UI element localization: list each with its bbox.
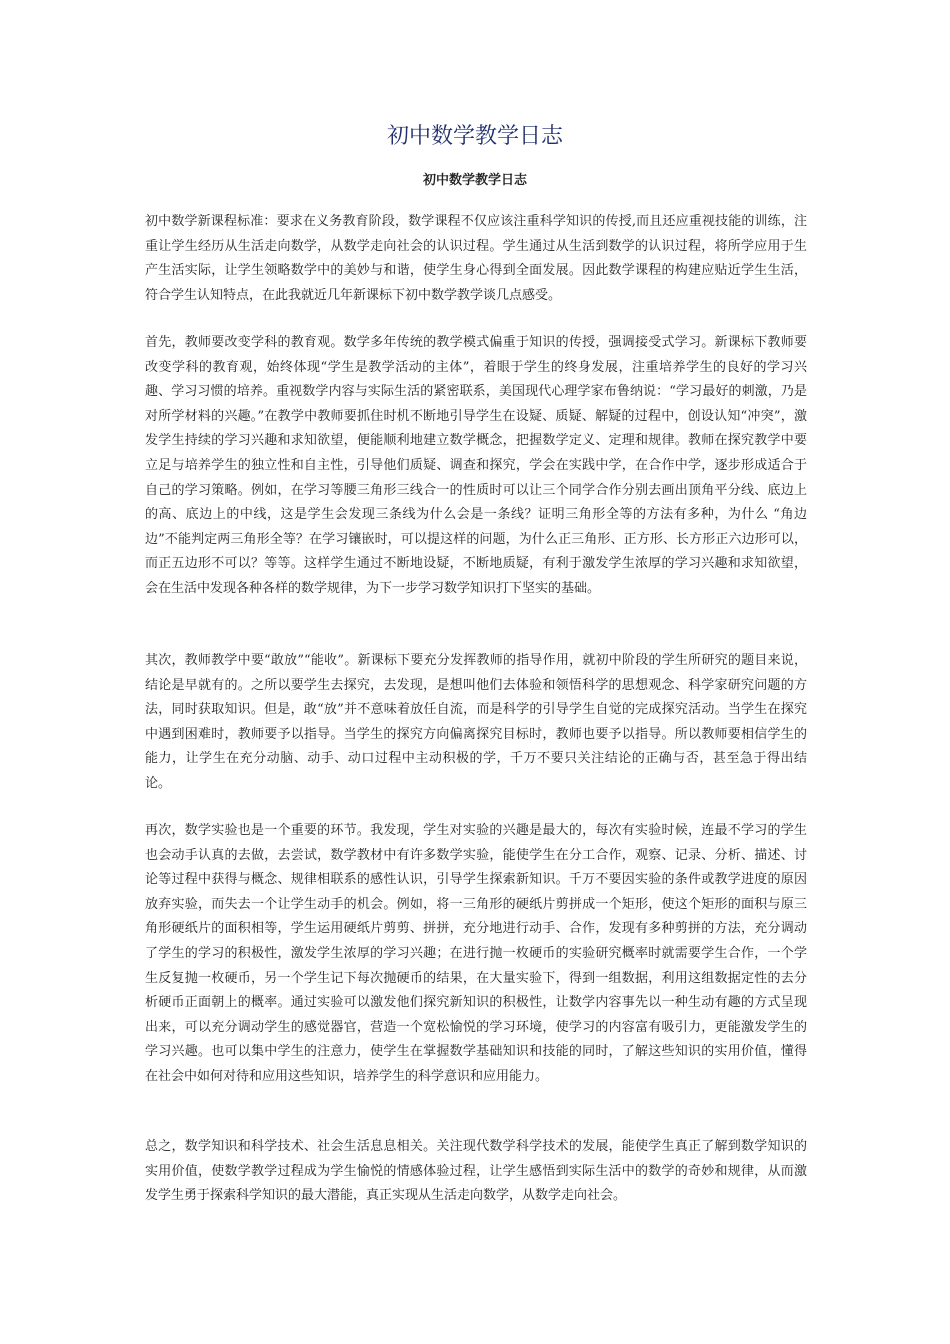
- document-subtitle: 初中数学教学日志: [422, 173, 527, 188]
- paragraph-second: 其次，教师教学中要“敢放”“能收”。新课标下要充分发挥教师的指导作用，就初中阶段的学生所研究的题目来说，结论是早就有的。之所以要学生去探究，去发现，是想叫他们去体验和领悟科学的思想观念、科学家研究问题的方法，同时获取知识。但是，敢“放”并不意味着放任自流，而是科学的引导学生自觉的完成探究活动。当学生在探究中遇到困难时，教师要予以指导。当学生的探究方向偏离探究目标时，教师也要予以指导。所以教师要相信学生的能力，让学生在充分动脑、动手、动口过程中主动积极的学，千万不要只关注结论的正确与否，甚至急于得出结论。: [145, 653, 807, 791]
- paragraph-intro: 初中数学新课程标准：要求在义务教育阶段，数学课程不仅应该注重科学知识的传授,而且还应重视技能的训练，注重让学生经历从生活走向数学，从数学走向社会的认识过程。学生通过从生活到数学的认识过程，将所学应用于生产生活实际，让学生领略数学中的美妙与和谐，使学生身心得到全面发展。因此数学课程的构建应贴近学生生活，符合学生认知特点，在此我就近几年新课标下初中数学教学谈几点感受。: [145, 214, 807, 303]
- paragraph-first: 首先，教师要改变学科的教育观。数学多年传统的教学模式偏重于知识的传授，强调接受式学习。新课标下教师要改变学科的教育观，始终体现“学生是教学活动的主体”，着眼于学生的终身发展，注重培养学生的良好的学习兴趣、学习习惯的培养。重视数学内容与实际生活的紧密联系，美国现代心理学家布鲁纳说：“学习最好的刺激，乃是对所学材料的兴趣。”在教学中教师要抓住时机不断地引导学生在设疑、质疑、解疑的过程中，创设认知“冲突”，激发学生持续的学习兴趣和求知欲望，便能顺利地建立数学概念，把握数学定义、定理和规律。教师在探究教学中要立足与培养学生的独立性和自主性，引导他们质疑、调查和探究，学会在实践中学，在合作中学，逐步形成适合于自己的学习策略。例如，在学习等腰三角形三线合一的性质时可以让三个同学合作分别去画出顶角平分线、底边上的高、底边上的中线，这是学生会发现三条线为什么会是一条线？证明三角形全等的方法有多种，为什么 “角边边”不能判定两三角形全等？在学习镶嵌时，可以提这样的问题，为什么正三角形、正方形、长方形正六边形可以，而正五边形不可以？等等。这样学生通过不断地设疑，不断地质疑，有利于激发学生浓厚的学习兴趣和求知欲望，会在生活中发现各种各样的数学规律，为下一步学习数学知识打下坚实的基础。: [145, 335, 807, 596]
- document-title: 初中数学教学日志: [386, 124, 563, 149]
- paragraph-conclusion: 总之，数学知识和科学技术、社会生活息息相关。关注现代数学科学技术的发展，能使学生真正了解到数学知识的实用价值，使数学教学过程成为学生愉悦的情感体验过程，让学生感悟到实际生活中的数学的奇妙和规律，从而激发学生勇于探索科学知识的最大潜能，真正实现从生活走向数学，从数学走向社会。: [145, 1139, 807, 1204]
- paragraph-third: 再次，数学实验也是一个重要的环节。我发现，学生对实验的兴趣是最大的，每次有实验时候，连最不学习的学生也会动手认真的去做，去尝试，数学教材中有许多数学实验，能使学生在分工合作，观察、记录、分析、描述、讨论等过程中获得与概念、规律相联系的感性认识，引导学生探索新知识。千万不要因实验的条件或教学进度的原因放弃实验，而失去一个让学生动手的机会。例如，将一三角形的硬纸片剪拼成一个矩形，使这个矩形的面积与原三角形硬纸片的面积相等，学生运用硬纸片剪剪、拼拼，充分地进行动手、合作，发现有多种剪拼的方法，充分调动了学生的学习的积极性，激发学生浓厚的学习兴趣；在进行抛一枚硬币的实验研究概率时就需要学生合作，一个学生反复抛一枚硬币，另一个学生记下每次抛硬币的结果，在大量实验下，得到一组数据，利用这组数据定性的去分析硬币正面朝上的概率。通过实验可以激发他们探究新知识的积极性，让数学内容事先以一种生动有趣的方式呈现出来，可以充分调动学生的感觉器官，营造一个宽松愉悦的学习环境，使学习的内容富有吸引力，更能激发学生的学习兴趣。也可以集中学生的注意力，使学生在掌握数学基础知识和技能的同时，了解这些知识的实用价值，懂得在社会中如何对待和应用这些知识，培养学生的科学意识和应用能力。: [145, 823, 807, 1084]
